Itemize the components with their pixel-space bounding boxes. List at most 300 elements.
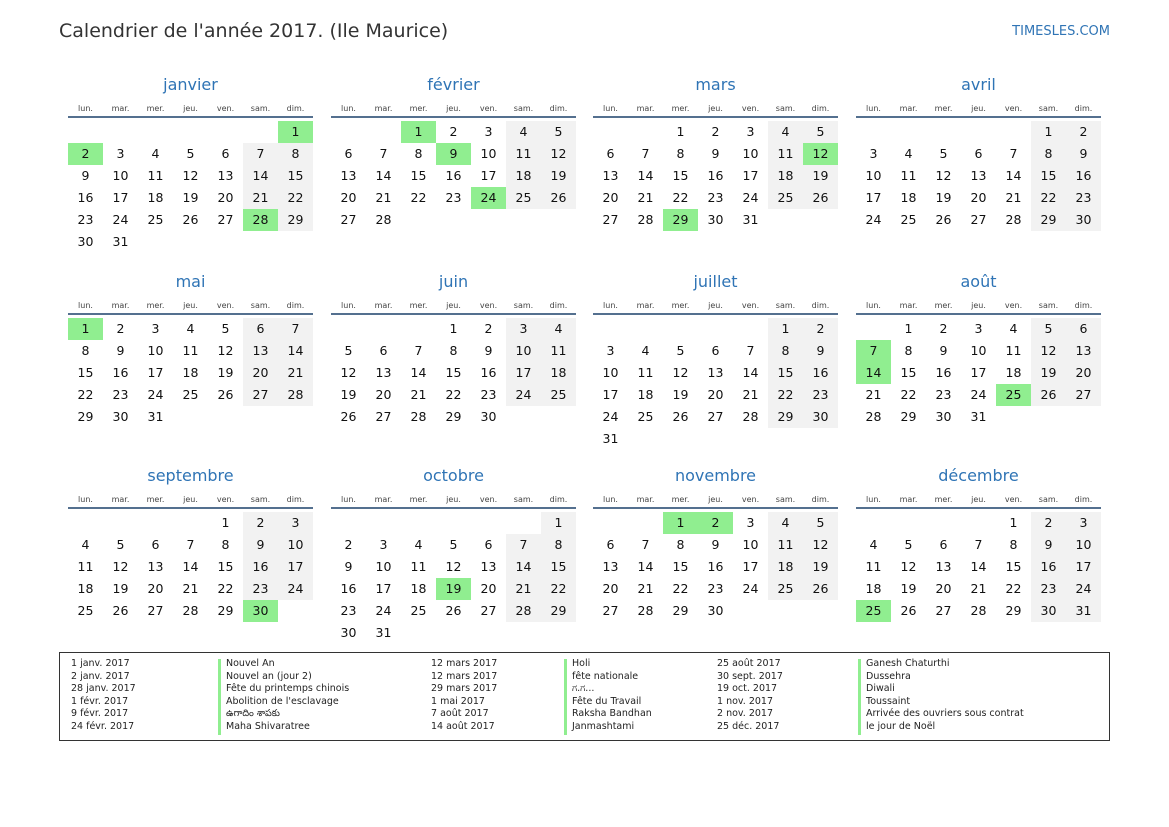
weekday-label: sam. [250,104,271,113]
day-cell: 16 [243,556,278,578]
day-cell: 10 [506,340,541,362]
weekday-header [331,104,576,118]
legend-marker [858,659,861,735]
day-cell: 9 [243,534,278,556]
weekday-label: mer. [671,301,690,310]
month-calendar [331,272,576,454]
day-cell: 18 [541,362,576,384]
day-cell: 5 [344,343,353,358]
day-cell: 19 [112,581,129,596]
day-cell: 2 [803,318,838,340]
day-cell: 3 [746,124,755,139]
day-cell: 24 [375,603,392,618]
day-cell: 11 [541,340,576,362]
day-cell: 6 [484,537,493,552]
day-cell: 11 [147,168,164,183]
day-cell: 8 [768,340,803,362]
day-cell: 8 [1031,143,1066,165]
day-cell: 25 [768,187,803,209]
day-cell: 21 [637,190,654,205]
holiday-day-cell: 25 [996,384,1031,406]
day-cell: 12 [182,168,199,183]
day-cell: 7 [641,537,650,552]
day-cell: 15 [278,165,313,187]
day-cell: 8 [221,537,230,552]
day-cell: 9 [116,343,125,358]
holiday-day-cell: 14 [856,362,891,384]
day-cell: 31 [602,431,619,446]
day-cell: 13 [243,340,278,362]
day-cell: 19 [935,190,952,205]
day-cell: 26 [112,603,129,618]
day-cell: 20 [480,581,497,596]
day-cell: 6 [379,343,388,358]
weekday-label: mar. [374,104,393,113]
day-cell: 28 [970,603,987,618]
weekday-label: jeu. [446,495,461,504]
day-cell: 6 [221,146,230,161]
weekday-header [593,301,838,315]
day-cell: 20 [970,190,987,205]
month-calendar [331,466,576,648]
day-cell: 9 [1031,534,1066,556]
day-cell: 16 [480,365,497,380]
day-cell: 14 [1005,168,1022,183]
day-cell: 30 [935,409,952,424]
day-cell: 4 [641,343,650,358]
legend-name: le jour de Noël [866,720,936,732]
weekday-label: mer. [934,495,953,504]
weekday-label: sam. [1038,104,1059,113]
weekday-label: lun. [603,495,618,504]
month-name: août [960,272,997,291]
day-cell: 25 [410,603,427,618]
day-cell: 27 [970,212,987,227]
day-cell: 17 [970,365,987,380]
day-cell: 31 [375,625,392,640]
legend-date: 14 août 2017 [431,720,495,732]
day-cell: 18 [506,165,541,187]
weekday-label: sam. [775,495,796,504]
day-cell: 8 [541,534,576,556]
day-cell: 21 [742,387,759,402]
legend-date: 1 févr. 2017 [71,695,129,707]
day-cell: 13 [147,559,164,574]
day-cell: 4 [768,512,803,534]
month-name: novembre [674,466,757,485]
weekday-label: mer. [934,104,953,113]
day-cell: 22 [278,187,313,209]
holiday-day-cell: 1 [663,512,698,534]
day-cell: 30 [480,409,497,424]
day-cell: 8 [676,146,685,161]
day-cell: 8 [81,343,90,358]
day-cell: 18 [182,365,199,380]
day-cell: 3 [116,146,125,161]
day-cell: 26 [541,187,576,209]
day-cell: 26 [217,387,234,402]
day-cell: 25 [147,212,164,227]
day-cell: 18 [77,581,94,596]
weekday-label: mar. [899,495,918,504]
day-cell: 27 [217,212,234,227]
day-cell: 10 [865,168,882,183]
day-cell: 26 [900,603,917,618]
weekday-label: dim. [1074,301,1093,310]
day-cell: 30 [707,212,724,227]
day-cell: 12 [1031,340,1066,362]
weekday-label: jeu. [183,104,198,113]
day-cell: 6 [151,537,160,552]
day-cell: 1 [449,321,458,336]
day-cell: 3 [379,537,388,552]
day-cell: 13 [602,168,619,183]
legend-date: 28 janv. 2017 [71,683,136,695]
day-cell: 29 [1005,603,1022,618]
legend-marker [218,659,221,735]
weekday-label: sam. [250,301,271,310]
day-cell: 21 [970,581,987,596]
weekday-label: ven. [1004,104,1023,113]
day-cell: 10 [742,537,759,552]
day-cell: 15 [410,168,427,183]
day-cell: 20 [147,581,164,596]
day-cell: 19 [217,365,234,380]
day-cell: 17 [147,365,164,380]
weekday-label: dim. [549,301,568,310]
day-cell: 16 [707,168,724,183]
day-cell: 14 [182,559,199,574]
day-cell: 24 [742,190,759,205]
month-name: avril [961,75,996,94]
legend-marker [564,659,567,735]
day-cell: 21 [182,581,199,596]
weekday-header [593,104,838,118]
day-cell: 26 [803,578,838,600]
day-cell: 29 [445,409,462,424]
day-cell: 16 [112,365,129,380]
day-cell: 15 [541,556,576,578]
day-cell: 24 [1066,578,1101,600]
day-cell: 7 [243,143,278,165]
day-cell: 19 [1031,362,1066,384]
day-cell: 14 [742,365,759,380]
day-cell: 24 [742,581,759,596]
day-cell: 17 [112,190,129,205]
day-cell: 22 [672,581,689,596]
day-cell: 29 [672,603,689,618]
weekday-label: dim. [1074,104,1093,113]
day-cell: 18 [637,387,654,402]
day-cell: 29 [541,600,576,622]
month-name: octobre [423,466,484,485]
day-cell: 25 [768,578,803,600]
weekday-header [331,495,576,509]
weekday-label: ven. [479,495,498,504]
legend-date: 9 févr. 2017 [71,708,129,720]
day-cell: 14 [637,168,654,183]
legend-names-col-2 [572,658,652,734]
day-cell: 23 [1031,578,1066,600]
day-cell: 16 [935,365,952,380]
day-cell: 17 [278,556,313,578]
day-cell: 18 [865,581,882,596]
weekday-label: ven. [216,301,235,310]
day-cell: 6 [606,146,615,161]
day-cell: 24 [970,387,987,402]
day-cell: 18 [1005,365,1022,380]
day-cell: 6 [1066,318,1101,340]
day-cell: 28 [742,409,759,424]
weekday-label: mar. [636,104,655,113]
weekday-label: jeu. [446,104,461,113]
day-cell: 22 [768,384,803,406]
weekday-label: jeu. [708,495,723,504]
day-cell: 1 [768,318,803,340]
holiday-day-cell: 1 [68,318,103,340]
day-cell: 6 [939,537,948,552]
day-cell: 19 [541,165,576,187]
day-cell: 26 [445,603,462,618]
day-cell: 26 [935,212,952,227]
day-cell: 24 [278,578,313,600]
day-cell: 13 [970,168,987,183]
day-cell: 15 [77,365,94,380]
legend-name: Fête du Travail [572,695,642,707]
legend-name: Toussaint [866,695,911,707]
month-calendar [68,75,313,257]
day-cell: 24 [147,387,164,402]
holiday-day-cell: 25 [856,600,891,622]
day-cell: 9 [344,559,353,574]
day-cell: 2 [243,512,278,534]
day-cell: 13 [707,365,724,380]
weekday-label: ven. [741,301,760,310]
day-cell: 21 [1005,190,1022,205]
legend-name: Raksha Bandhan [572,708,652,720]
day-cell: 1 [1031,121,1066,143]
weekday-label: jeu. [446,301,461,310]
day-cell: 10 [480,146,497,161]
day-cell: 21 [506,578,541,600]
day-cell: 17 [375,581,392,596]
day-cell: 9 [1066,143,1101,165]
legend-names-col-3 [866,658,1024,734]
day-cell: 15 [900,365,917,380]
legend-name: ఉగాదిం శాపకు [226,708,280,720]
day-cell: 6 [711,343,720,358]
day-cell: 27 [935,603,952,618]
day-cell: 27 [602,212,619,227]
weekday-label: mer. [671,495,690,504]
legend-name: Fête du printemps chinois [226,683,350,695]
day-cell: 31 [970,409,987,424]
weekday-label: mar. [899,104,918,113]
day-cell: 11 [77,559,94,574]
legend-date: 24 févr. 2017 [71,720,135,732]
day-cell: 23 [77,212,94,227]
day-cell: 4 [81,537,90,552]
day-cell: 1 [221,515,230,530]
day-cell: 13 [217,168,234,183]
day-cell: 3 [606,343,615,358]
day-cell: 10 [375,559,392,574]
day-cell: 16 [77,190,94,205]
month-calendar [856,272,1101,454]
day-cell: 21 [375,190,392,205]
weekday-label: sam. [513,104,534,113]
legend-date: 2 nov. 2017 [717,708,773,720]
day-cell: 19 [803,165,838,187]
day-cell: 25 [900,212,917,227]
month-name: février [427,75,480,94]
day-cell: 20 [243,362,278,384]
legend-date: 2 janv. 2017 [71,670,130,682]
day-cell: 4 [1009,321,1018,336]
day-cell: 27 [1066,384,1101,406]
day-cell: 8 [676,537,685,552]
day-cell: 27 [340,212,357,227]
day-cell: 11 [506,143,541,165]
legend-names-col-1 [226,658,349,734]
day-cell: 16 [1031,556,1066,578]
day-cell: 29 [77,409,94,424]
weekday-label: jeu. [971,301,986,310]
day-cell: 16 [707,559,724,574]
day-cell: 14 [243,165,278,187]
day-cell: 5 [541,121,576,143]
day-cell: 25 [541,384,576,406]
day-cell: 1 [541,512,576,534]
weekday-label: ven. [479,301,498,310]
legend-date: 12 mars 2017 [431,658,498,669]
day-cell: 3 [746,515,755,530]
day-cell: 6 [344,146,353,161]
holiday-day-cell: 19 [436,578,471,600]
day-cell: 17 [506,362,541,384]
day-cell: 15 [672,168,689,183]
day-cell: 5 [221,321,230,336]
day-cell: 16 [445,168,462,183]
day-cell: 4 [414,537,423,552]
weekday-header [68,301,313,315]
day-cell: 22 [410,190,427,205]
month-calendar [856,75,1101,257]
holiday-day-cell: 9 [436,143,471,165]
day-cell: 6 [243,318,278,340]
holiday-day-cell: 2 [698,512,733,534]
weekday-label: mar. [111,301,130,310]
day-cell: 15 [1031,165,1066,187]
day-cell: 23 [707,581,724,596]
weekday-label: lun. [341,301,356,310]
day-cell: 5 [676,343,685,358]
day-cell: 23 [803,384,838,406]
day-cell: 3 [151,321,160,336]
day-cell: 11 [768,143,803,165]
day-cell: 8 [904,343,913,358]
day-cell: 20 [602,581,619,596]
day-cell: 20 [375,387,392,402]
day-cell: 9 [711,146,720,161]
day-cell: 20 [217,190,234,205]
site-link[interactable]: TIMESLES.COM [1012,24,1110,39]
day-cell: 4 [186,321,195,336]
day-cell: 22 [672,190,689,205]
day-cell: 2 [116,321,125,336]
day-cell: 27 [243,384,278,406]
day-cell: 12 [935,168,952,183]
day-cell: 18 [768,165,803,187]
day-cell: 23 [112,387,129,402]
month-calendar [593,272,838,454]
day-cell: 22 [77,387,94,402]
day-cell: 13 [480,559,497,574]
day-cell: 7 [746,343,755,358]
weekday-label: sam. [1038,301,1059,310]
day-cell: 10 [602,365,619,380]
legend-name: Janmashtami [572,720,635,732]
weekday-label: lun. [78,495,93,504]
day-cell: 28 [637,212,654,227]
weekday-header [856,495,1101,509]
day-cell: 3 [974,321,983,336]
day-cell: 26 [182,212,199,227]
day-cell: 11 [1005,343,1022,358]
legend-date: 30 sept. 2017 [717,670,783,682]
weekday-label: mer. [146,495,165,504]
month-name: juillet [693,272,738,291]
day-cell: 13 [375,365,392,380]
weekday-label: dim. [811,301,830,310]
weekday-label: dim. [811,104,830,113]
day-cell: 22 [445,387,462,402]
day-cell: 11 [865,559,882,574]
day-cell: 5 [116,537,125,552]
day-cell: 12 [541,143,576,165]
day-cell: 4 [541,318,576,340]
weekday-label: dim. [549,495,568,504]
day-cell: 28 [410,409,427,424]
weekday-label: mar. [636,301,655,310]
day-cell: 29 [278,209,313,231]
legend-date: 1 mai 2017 [431,695,485,707]
day-cell: 21 [278,362,313,384]
day-cell: 2 [1066,121,1101,143]
day-cell: 11 [900,168,917,183]
day-cell: 7 [379,146,388,161]
weekday-label: lun. [866,301,881,310]
day-cell: 9 [803,340,838,362]
holiday-day-cell: 24 [471,187,506,209]
weekday-label: ven. [216,104,235,113]
day-cell: 4 [768,121,803,143]
day-cell: 12 [445,559,462,574]
day-cell: 11 [182,343,199,358]
day-cell: 12 [112,559,129,574]
day-cell: 16 [340,581,357,596]
holiday-day-cell: 12 [803,143,838,165]
day-cell: 10 [147,343,164,358]
day-cell: 17 [480,168,497,183]
weekday-label: jeu. [183,301,198,310]
legend-name: ಗ.ಗ... [572,683,595,695]
legend-date: 1 janv. 2017 [71,658,130,669]
day-cell: 17 [602,387,619,402]
month-calendar [593,466,838,648]
day-cell: 6 [606,537,615,552]
legend-dates-col-2 [431,658,497,734]
